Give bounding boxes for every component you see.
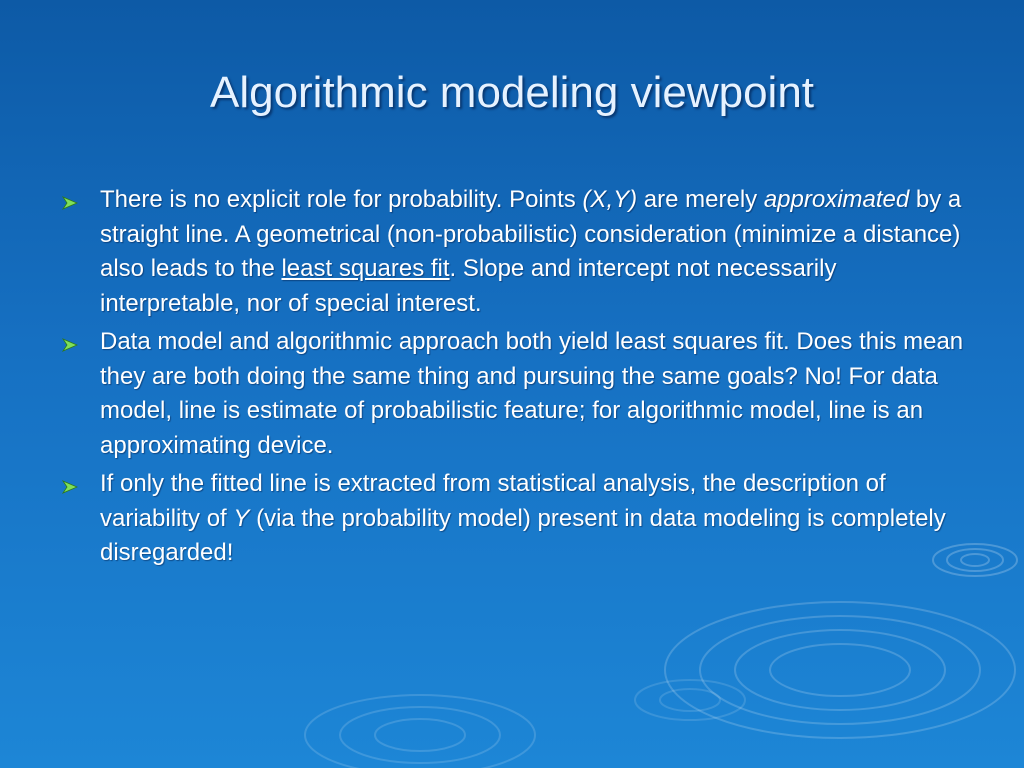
bullet-text: There is no explicit role for probability. Points [100,186,583,213]
bullet-item [62,325,967,463]
arrowhead-icon [62,480,78,494]
least-squares-fit-link[interactable]: least squares fit [281,255,450,282]
slide-title: Algorithmic modeling viewpoint [209,68,815,117]
bullet-text-italic: (X,Y) [582,186,638,213]
ripple-mid [635,680,745,720]
bullet-text: are merely [637,186,764,213]
bullet-text: If only the fitted line is extracted from statistical analysis, the description of variability of [100,470,886,532]
bullet-text: by a straight line. A geometrical (non-probabilistic) consideration (minimize a distance) also leads to the [100,186,962,282]
bullet-text-italic: approximated [763,186,910,213]
bullet-item [62,467,967,571]
bullet-text-italic: Y [233,504,250,532]
bullet-text: . Slope and intercept not necessarily interpretable, nor of special interest. [100,255,837,317]
bullet-list [62,183,967,575]
ripple-bottom [305,695,535,768]
bullet-text: Data model and algorithmic approach both yield least squares fit. Does this mean they are both doing the same thing and pursuing the same goals? No! For data model, line is estimate of probabilistic feature; for algorithmic model, line is an approximating device. [100,328,964,459]
bullet-text: (via the probability model) present in data modeling is completely disregarded! [100,504,946,566]
arrowhead-icon [62,338,78,352]
arrowhead-icon [62,196,78,210]
bullet-item [62,183,967,321]
